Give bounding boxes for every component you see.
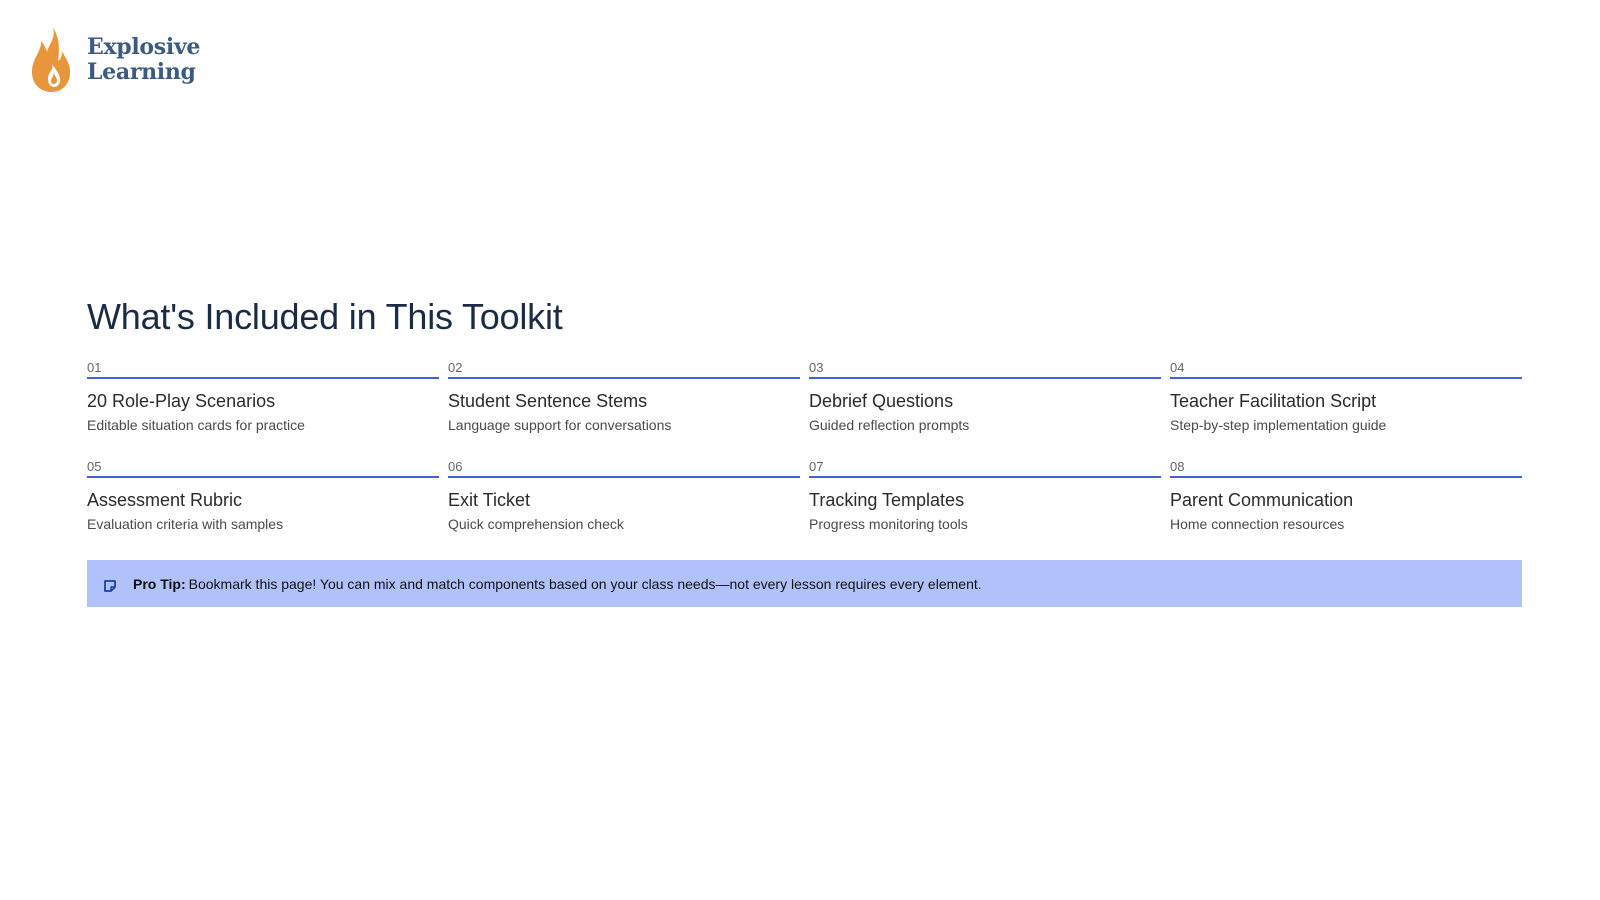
item-description: Evaluation criteria with samples — [87, 516, 284, 532]
item-description: Quick comprehension check — [448, 516, 624, 532]
item-number: 08 — [1170, 459, 1522, 478]
item-number: 05 — [87, 459, 439, 478]
item-description: Guided reflection prompts — [809, 417, 970, 433]
item-title: Teacher Facilitation Script — [1170, 391, 1377, 411]
item-number: 06 — [448, 459, 800, 478]
flame-icon — [29, 26, 73, 94]
item-title: Parent Communication — [1170, 490, 1354, 510]
item-description: Progress monitoring tools — [809, 516, 968, 532]
item-title: Student Sentence Stems — [448, 391, 648, 411]
toolkit-item — [448, 459, 800, 558]
brand-name-line1: Explosive — [87, 34, 201, 60]
item-number: 04 — [1170, 360, 1522, 379]
item-number: 03 — [809, 360, 1161, 379]
item-title: Assessment Rubric — [87, 490, 243, 510]
item-description: Step-by-step implementation guide — [1170, 417, 1387, 433]
toolkit-item — [87, 459, 439, 558]
pro-tip-message: Bookmark this page! You can mix and match components based on your class needs—not every lesson requires every element. — [188, 575, 982, 592]
item-title: Exit Ticket — [448, 490, 531, 510]
pro-tip-text — [133, 576, 982, 592]
note-icon — [103, 579, 117, 593]
item-number: 01 — [87, 360, 439, 379]
toolkit-item — [1170, 459, 1522, 558]
item-number: 07 — [809, 459, 1161, 478]
brand-name-line2: Learning — [87, 59, 196, 85]
item-description: Home connection resources — [1170, 516, 1345, 532]
toolkit-item — [809, 459, 1161, 558]
pro-tip-banner — [87, 560, 1522, 607]
item-description: Language support for conversations — [448, 417, 672, 433]
page-title: What's Included in This Toolkit — [87, 296, 563, 337]
item-description: Editable situation cards for practice — [87, 417, 305, 433]
item-title: 20 Role-Play Scenarios — [87, 391, 276, 411]
toolkit-item — [448, 360, 800, 459]
toolkit-item — [87, 360, 439, 459]
brand-logo[interactable] — [29, 26, 200, 94]
item-title: Debrief Questions — [809, 391, 954, 411]
pro-tip-label: Pro Tip: — [133, 575, 186, 592]
toolkit-items-grid — [87, 360, 1522, 558]
toolkit-item — [809, 360, 1161, 459]
item-number: 02 — [448, 360, 800, 379]
toolkit-item — [1170, 360, 1522, 459]
brand-name — [87, 35, 200, 85]
item-title: Tracking Templates — [809, 490, 965, 510]
